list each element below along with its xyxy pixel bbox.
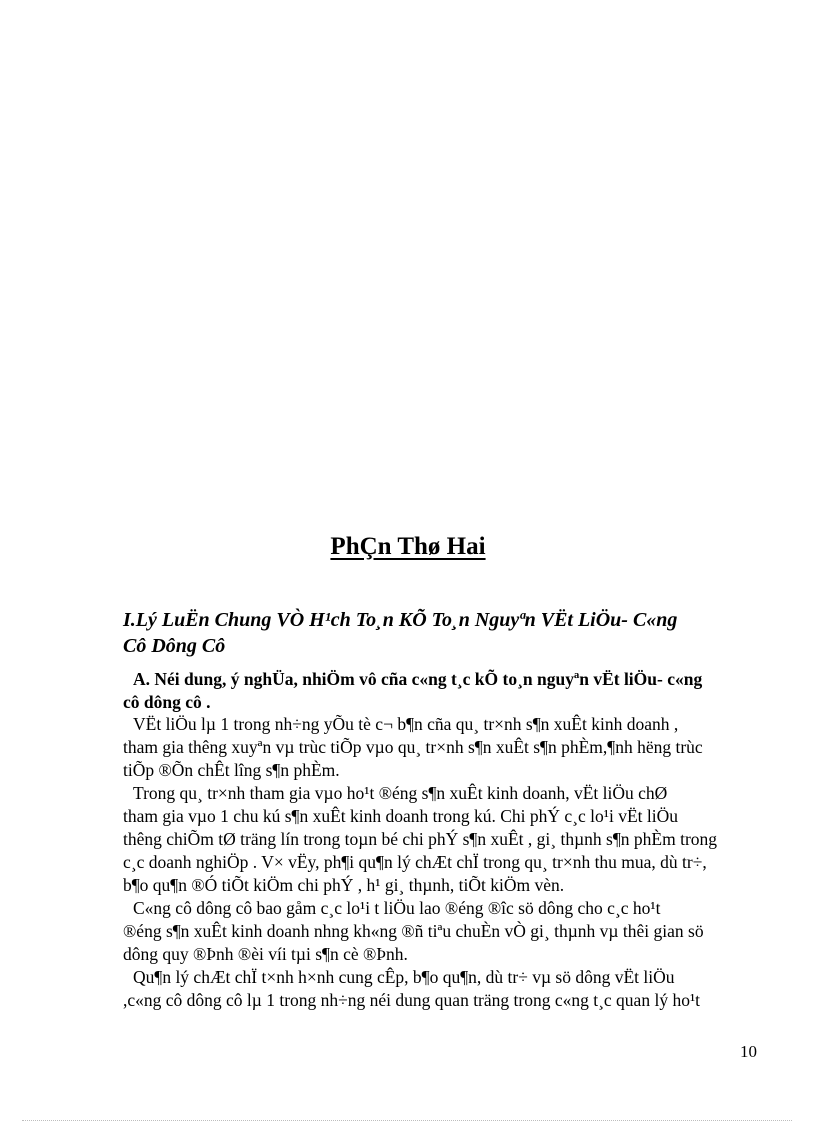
subheading-line: cô dông cô . <box>123 692 211 712</box>
paragraph <box>123 966 773 1012</box>
subheading <box>123 668 773 714</box>
paragraph-line: ,c«ng cô dông cô lµ 1 trong nh÷ng néi dung quan träng trong c«ng t¸c quan lý ho¹t <box>123 990 701 1010</box>
subheading-line: A. Néi dung, ý nghÜa, nhiÖm vô cña c«ng t¸c kÕ to¸n nguyªn vËt liÖu- c«ng <box>133 669 703 689</box>
paragraph-line: C«ng cô dông cô bao gåm c¸c lo¹i t liÖu lao ®éng ®îc sö dông cho c¸c ho¹t <box>133 898 661 918</box>
page-number: 10 <box>740 1042 757 1061</box>
section-heading-line: Cô Dông Cô <box>123 635 226 657</box>
paragraph-line: b¶o qu¶n ®Ó tiÕt kiÖm chi phÝ , h¹ gi¸ thµnh, tiÕt kiÖm vèn. <box>123 875 565 895</box>
paragraph-line: ®éng s¶n xuÊt kinh doanh nhng kh«ng ®ñ tiªu chuÈn vÒ gi¸ thµnh vµ thêi gian sö <box>123 921 704 941</box>
body-text <box>123 713 773 1012</box>
paragraph-line: Trong qu¸ tr×nh tham gia vµo ho¹t ®éng s¶n xuÊt kinh doanh, vËt liÖu chØ <box>133 783 668 803</box>
paragraph-line: tham gia vµo 1 chu kú s¶n xuÊt kinh doanh trong kú. Chi phÝ c¸c lo¹i vËt liÖu <box>123 806 679 826</box>
paragraph-line: dông quy ®Þnh ®èi víi tµi s¶n cè ®Þnh. <box>123 944 408 964</box>
paragraph-line: VËt liÖu lµ 1 trong nh÷ng yÕu tè c¬ b¶n cña qu¸ tr×nh s¶n xuÊt kinh doanh , <box>133 714 679 734</box>
paragraph <box>123 897 773 966</box>
paragraph-line: c¸c doanh nghiÖp . V× vËy, ph¶i qu¶n lý chÆt chÏ trong qu¸ tr×nh thu mua, dù tr÷, <box>123 852 707 872</box>
section-heading-line: I.Lý LuËn Chung VÒ H¹ch To¸n KÕ To¸n Nguyªn VËt LiÖu- C«ng <box>123 609 678 631</box>
paragraph-line: tham gia thêng xuyªn vµ trùc tiÕp vµo qu¸ tr×nh s¶n xuÊt s¶n phÈm,¶nh hëng trùc <box>123 737 703 757</box>
paragraph-line: tiÕp ®Õn chÊt lîng s¶n phÈm. <box>123 760 340 780</box>
paragraph-line: thêng chiÕm tØ träng lín trong toµn bé chi phÝ s¶n xuÊt , gi¸ thµnh s¶n phÈm trong <box>123 829 718 849</box>
footer-divider <box>22 1120 792 1121</box>
paragraph <box>123 713 773 782</box>
part-title: PhÇn Thø Hai <box>330 533 486 560</box>
paragraph-line: Qu¶n lý chÆt chÏ t×nh h×nh cung cÊp, b¶o qu¶n, dù tr÷ vµ sö dông vËt liÖu <box>133 967 675 987</box>
paragraph <box>123 782 773 897</box>
section-heading <box>123 607 763 659</box>
